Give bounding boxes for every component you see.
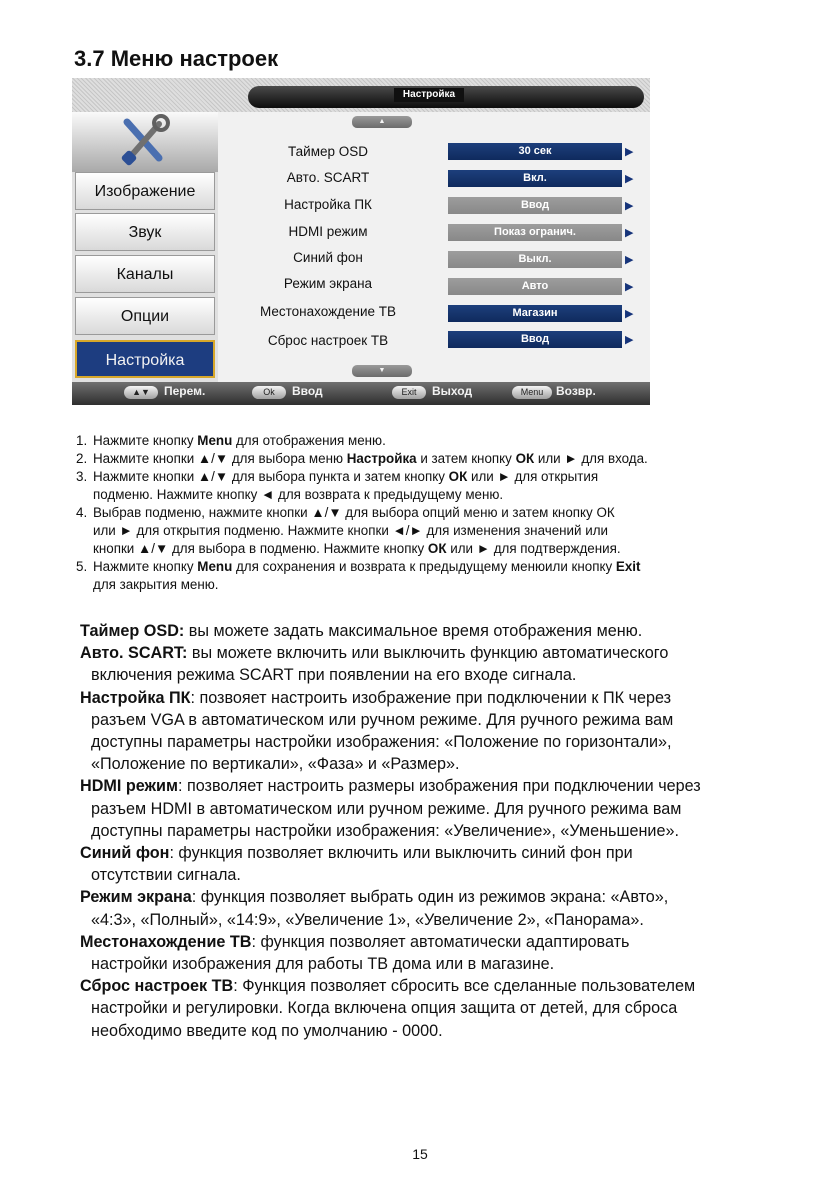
step-text: для отображения меню. — [232, 433, 386, 448]
desc-text: : функция позволяет включить или выключить синий фон при — [169, 844, 633, 863]
scroll-down-button[interactable]: ▼ — [352, 365, 412, 377]
arrow-right-icon[interactable]: ▶ — [625, 254, 634, 266]
desc-text: вы можете задать максимальное время отображения меню. — [184, 622, 643, 640]
desc-hdmi-mode — [80, 775, 780, 842]
desc-text: «Положение по вертикали», «Фаза» и «Размер». — [91, 755, 460, 774]
desc-tv-location — [80, 931, 780, 975]
desc-text: отсутствии сигнала. — [91, 866, 241, 885]
row-label: Местонахождение ТВ — [259, 304, 397, 319]
footer-label: Ввод — [292, 384, 323, 398]
desc-auto-scart — [80, 642, 780, 686]
step-text: для закрытия меню. — [93, 577, 219, 592]
menu-key-icon: Menu — [512, 386, 552, 399]
tv-menu-header-title: Настройка — [394, 88, 464, 102]
step-key: ОК — [427, 541, 447, 556]
step-text: или ► для открытия подменю. Нажмите кнопки ◄/► для изменения значений или — [93, 523, 609, 538]
row-value[interactable]: Вкл. — [448, 170, 622, 187]
step-number: 3. — [76, 469, 88, 484]
sidebar-item-channels[interactable]: Каналы — [75, 255, 215, 293]
tv-menu-screenshot — [72, 78, 650, 405]
step-text: Выбрав подменю, нажмите кнопки ▲/▼ для выбора опций меню и затем кнопку ОК — [93, 505, 615, 520]
step-key: Настройка — [346, 451, 417, 466]
step-4 — [76, 504, 776, 558]
row-value[interactable]: Магазин — [448, 305, 622, 322]
desc-text: разъем VGA в автоматическом или ручном режиме. Для ручного режима вам — [91, 710, 674, 729]
tools-logo — [72, 112, 218, 172]
instruction-steps — [76, 432, 776, 594]
row-label: Таймер OSD — [288, 144, 368, 159]
desc-text: «4:3», «Полный», «14:9», «Увеличение 1», «Увеличение 2», «Панорама». — [91, 910, 644, 929]
row-value[interactable]: Показ огранич. — [448, 224, 622, 241]
step-text: Нажмите кнопку — [93, 559, 198, 574]
desc-term: Синий фон — [80, 844, 170, 863]
step-text: или ► для подтверждения. — [446, 541, 621, 556]
sidebar-item-settings[interactable]: Настройка — [75, 340, 215, 378]
option-descriptions — [80, 620, 780, 1042]
arrow-right-icon[interactable]: ▶ — [625, 308, 634, 320]
desc-screen-mode — [80, 886, 780, 930]
step-number: 1. — [76, 433, 88, 448]
row-label: Авто. SCART — [286, 170, 370, 185]
page-title: 3.7 Меню настроек — [74, 46, 279, 71]
desc-term: Местонахождение ТВ — [80, 932, 252, 951]
row-value[interactable]: Авто — [448, 278, 622, 295]
desc-term: Авто. SCART: — [80, 644, 188, 663]
desc-term: Настройка ПК — [80, 688, 191, 707]
desc-tv-reset — [80, 975, 780, 1042]
step-5 — [76, 558, 776, 594]
desc-text: : позволяет настроить размеры изображения при подключении через — [177, 777, 701, 796]
row-label: Настройка ПК — [284, 197, 372, 212]
desc-text: доступны параметры настройки изображения: «Положение по горизонтали», — [91, 733, 672, 752]
exit-key-icon: Exit — [392, 386, 426, 399]
arrow-right-icon[interactable]: ▶ — [625, 146, 634, 158]
sidebar-item-sound[interactable]: Звук — [75, 213, 215, 251]
desc-text: : позвояет настроить изображение при подключении к ПК через — [190, 688, 672, 707]
desc-text: вы можете включить или выключить функцию автоматического — [187, 644, 669, 663]
step-text: кнопки ▲/▼ для выбора в подменю. Нажмите кнопку — [93, 541, 428, 556]
desc-text: разъем HDMI в автоматическом или ручном режиме. Для ручного режима вам — [91, 799, 682, 818]
step-text: и затем кнопку — [416, 451, 516, 466]
row-label: Сброс настроек ТВ — [267, 333, 389, 348]
ok-key-icon: Ok — [252, 386, 286, 399]
sidebar-item-options[interactable]: Опции — [75, 297, 215, 335]
desc-term: Таймер OSD: — [80, 622, 185, 640]
step-number: 2. — [76, 451, 88, 466]
step-key: Menu — [197, 559, 233, 574]
step-key: ОК — [448, 469, 468, 484]
desc-blue-screen — [80, 842, 780, 886]
step-text: Нажмите кнопки ▲/▼ для выбора пункта и затем кнопку — [93, 469, 449, 484]
desc-osd-timer — [80, 620, 780, 642]
step-line — [76, 540, 776, 558]
sidebar-item-image[interactable]: Изображение — [75, 172, 215, 210]
row-label: HDMI режим — [288, 224, 368, 239]
wrench-screwdriver-icon — [115, 114, 175, 170]
desc-text: настройки и регулировки. Когда включена опция защита от детей, для сброса — [91, 999, 678, 1018]
step-text: или ► для входа. — [534, 451, 648, 466]
step-number: 4. — [76, 505, 88, 520]
step-3 — [76, 468, 776, 504]
footer-label: Перем. — [164, 384, 206, 398]
step-key: Menu — [197, 433, 233, 448]
footer-label: Выход — [432, 384, 473, 398]
step-text: или ► для открытия — [467, 469, 599, 484]
scroll-up-button[interactable]: ▲ — [352, 116, 412, 128]
step-text: для сохранения и возврата к предыдущему менюили кнопку — [232, 559, 616, 574]
page-number: 15 — [412, 1146, 428, 1162]
footer-label: Возвр. — [556, 384, 596, 398]
arrow-right-icon[interactable]: ▶ — [625, 334, 634, 346]
desc-text: необходимо введите код по умолчанию - 0000. — [91, 1021, 443, 1040]
updown-key-icon: ▲▼ — [124, 386, 158, 399]
desc-text: : функция позволяет автоматически адаптировать — [251, 932, 630, 951]
row-value[interactable]: Ввод — [448, 197, 622, 214]
row-value[interactable]: Ввод — [448, 331, 622, 348]
desc-term: HDMI режим — [80, 777, 178, 796]
desc-text: доступны параметры настройки изображения: «Увеличение», «Уменьшение». — [91, 821, 679, 840]
step-1 — [76, 432, 776, 450]
desc-text: : функция позволяет выбрать один из режимов экрана: «Авто», — [191, 888, 669, 907]
step-key: Exit — [615, 559, 641, 574]
desc-text: : Функция позволяет сбросить все сделанные пользователем — [233, 977, 696, 996]
desc-term: Сброс настроек ТВ — [80, 977, 234, 996]
step-key: ОК — [515, 451, 535, 466]
step-text: подменю. Нажмите кнопку ◄ для возврата к предыдущему меню. — [93, 487, 504, 502]
step-number: 5. — [76, 559, 88, 574]
desc-text: настройки изображения для работы ТВ дома или в магазине. — [91, 955, 555, 974]
arrow-right-icon[interactable]: ▶ — [625, 173, 634, 185]
row-label: Синий фон — [293, 250, 363, 265]
arrow-right-icon[interactable]: ▶ — [625, 281, 634, 293]
desc-pc-setup — [80, 687, 780, 776]
row-value[interactable]: 30 сек — [448, 143, 622, 160]
row-value[interactable]: Выкл. — [448, 251, 622, 268]
step-2 — [76, 450, 776, 468]
step-text: Нажмите кнопку — [93, 433, 198, 448]
desc-term: Режим экрана — [80, 888, 192, 907]
row-label: Режим экрана — [283, 276, 373, 291]
step-text: Нажмите кнопки ▲/▼ для выбора меню — [93, 451, 347, 466]
desc-text: включения режима SCART при появлении на его входе сигнала. — [91, 666, 577, 685]
arrow-right-icon[interactable]: ▶ — [625, 200, 634, 212]
arrow-right-icon[interactable]: ▶ — [625, 227, 634, 239]
